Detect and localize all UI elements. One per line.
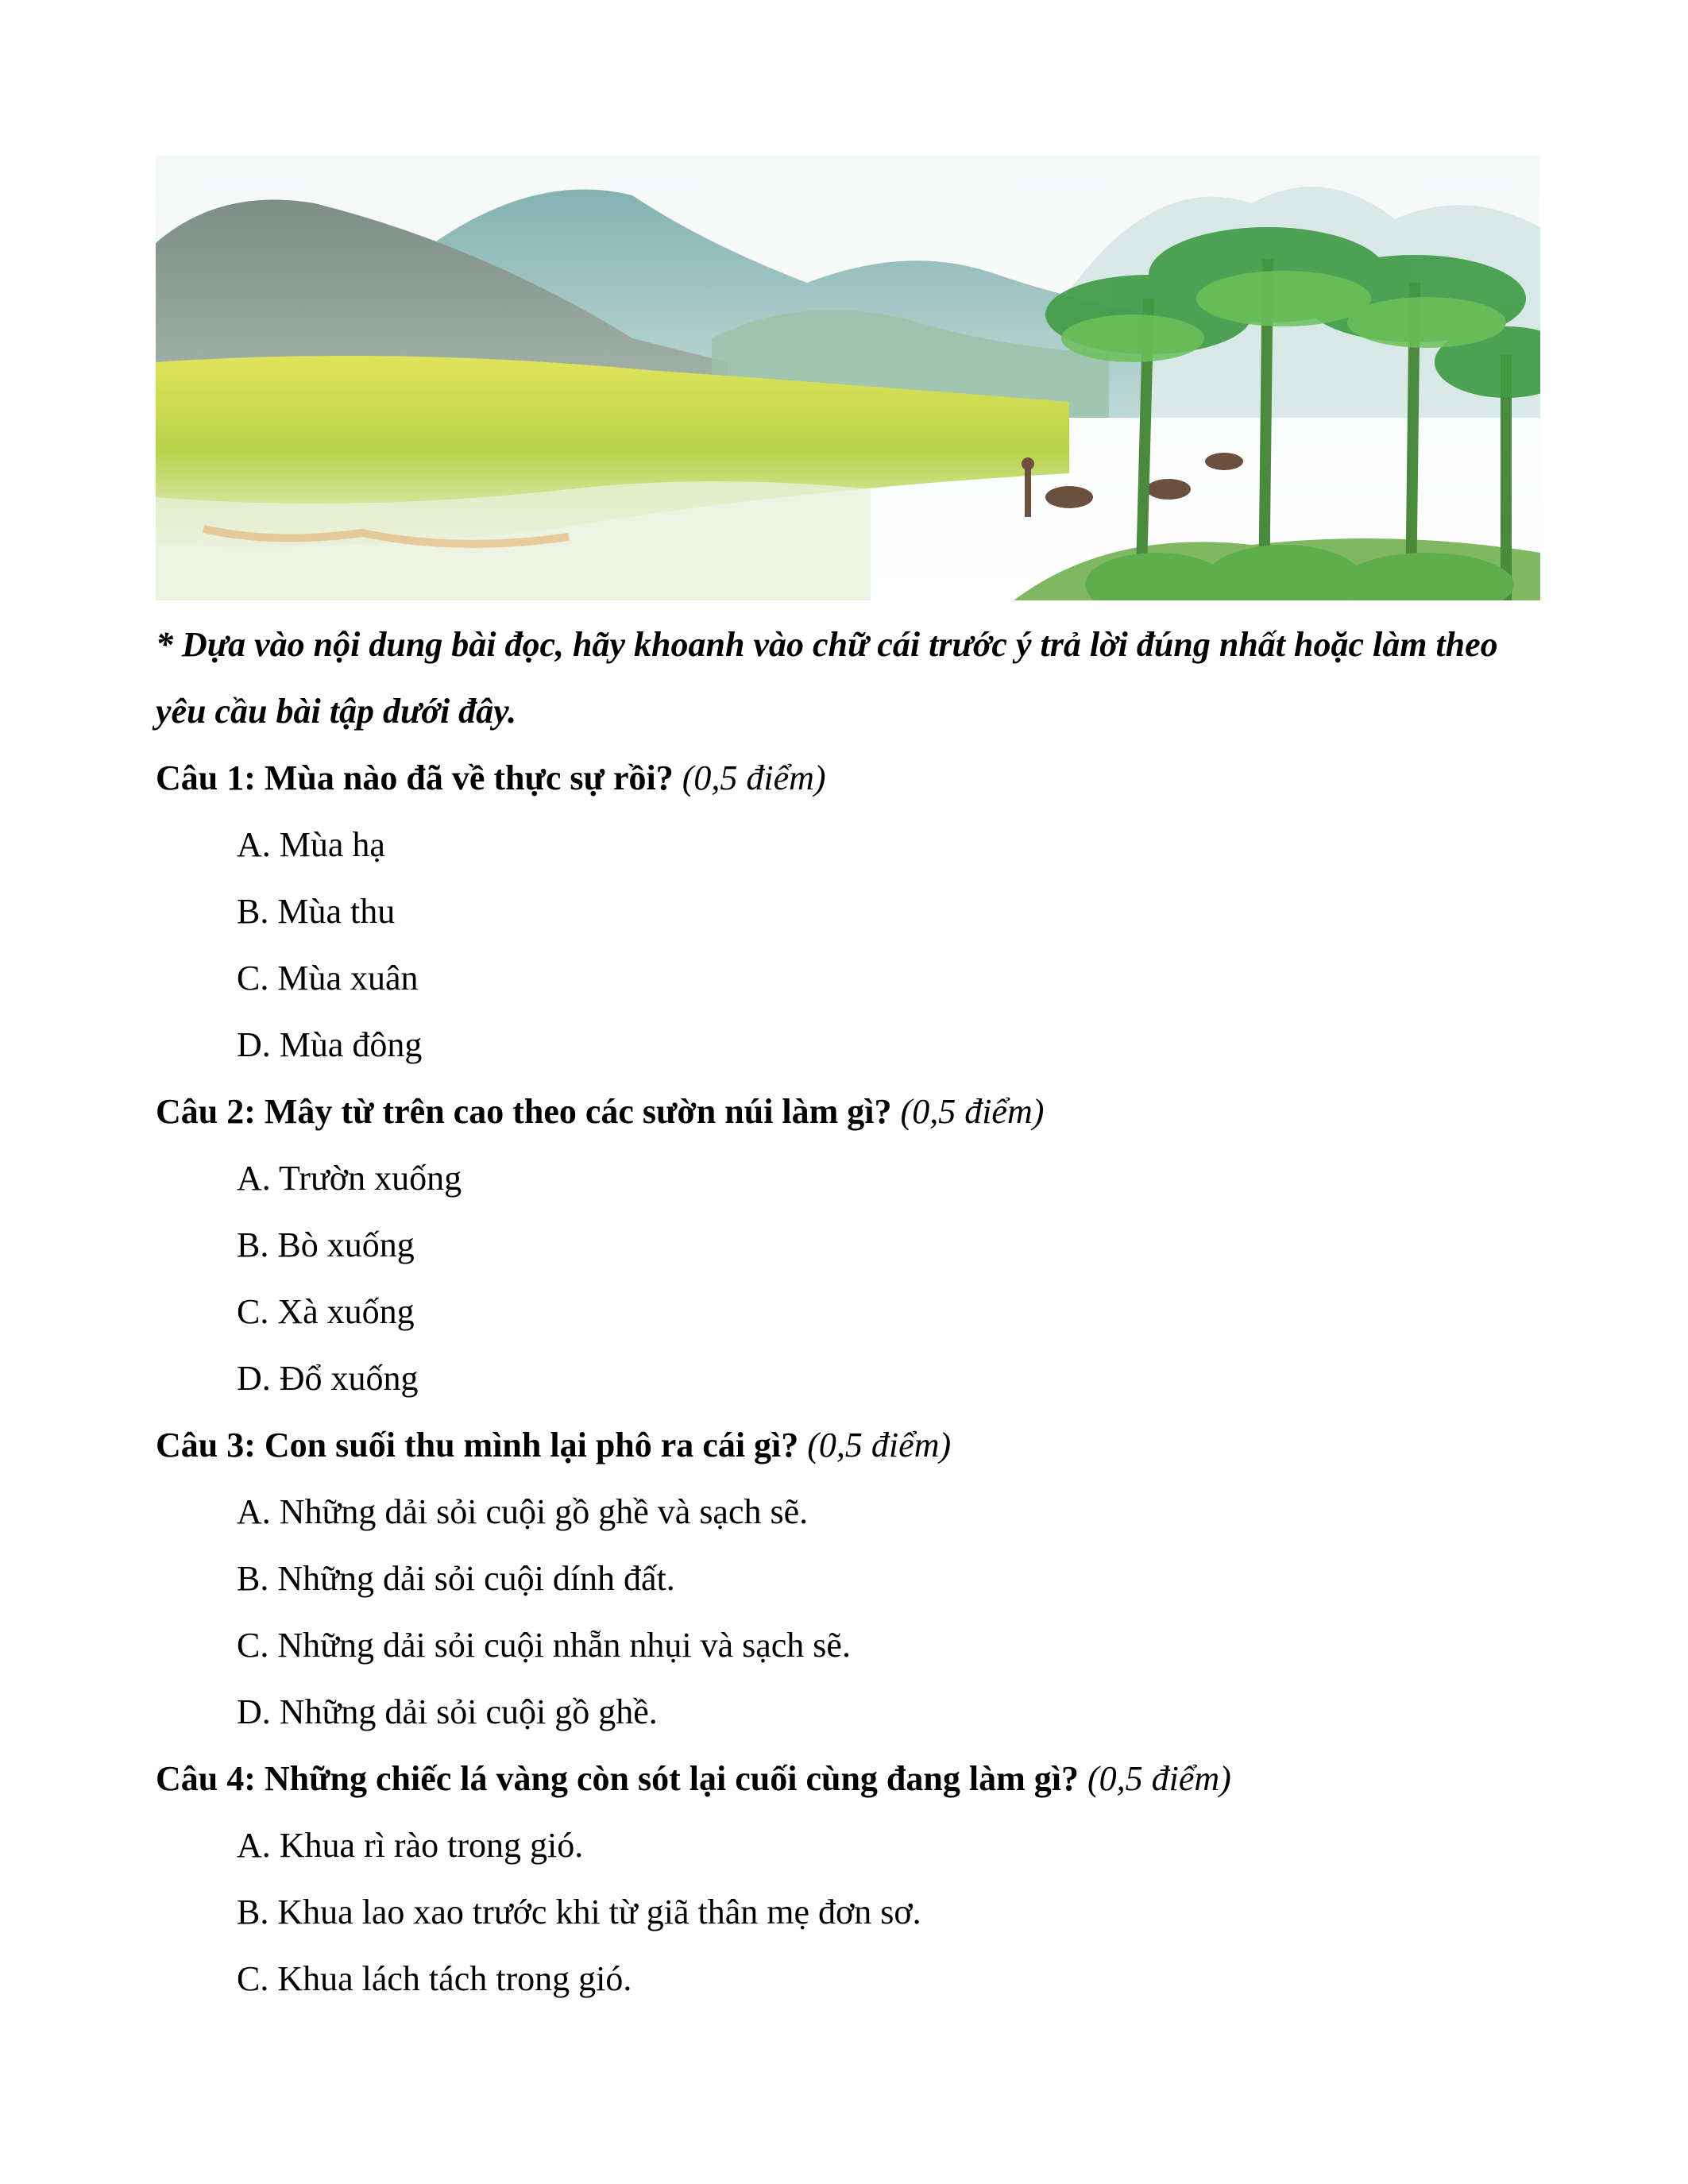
question-1 xyxy=(156,745,1554,812)
answer-option: D. Những dải sỏi cuội gồ ghề. xyxy=(237,1692,658,1731)
question-3 xyxy=(156,1412,1554,1479)
answer-option: C. Xà xuống xyxy=(237,1292,415,1331)
question-4 xyxy=(156,1746,1554,1812)
answer-option: A. Mùa hạ xyxy=(237,825,385,864)
answer-option: A. Trườn xuống xyxy=(237,1159,462,1198)
answer-option: A. Khua rì rào trong gió. xyxy=(237,1826,584,1865)
answer-option: C. Khua lách tách trong gió. xyxy=(237,1959,632,1998)
question-points: (0,5 điểm) xyxy=(1087,1759,1231,1798)
question-points: (0,5 điểm) xyxy=(807,1426,952,1464)
answer-option: B. Mùa thu xyxy=(237,892,396,931)
answer-option: B. Khua lao xao trước khi từ giã thân mẹ đơn sơ. xyxy=(237,1893,921,1931)
instruction-text: * Dựa vào nội dung bài đọc, hãy khoanh vào chữ cái trước ý trả lời đúng nhất hoặc làm theo yêu cầu bài tập dưới đây. xyxy=(156,625,1498,731)
answer-option: B. Bò xuống xyxy=(237,1225,415,1264)
answer-option: B. Những dải sỏi cuội dính đất. xyxy=(237,1559,675,1598)
question-title: Câu 4: Những chiếc lá vàng còn sót lại cuối cùng đang làm gì? xyxy=(156,1759,1079,1798)
answer-option: D. Đổ xuống xyxy=(237,1359,419,1398)
question-title: Câu 3: Con suối thu mình lại phô ra cái gì? xyxy=(156,1426,799,1464)
answer-option: D. Mùa đông xyxy=(237,1025,423,1064)
answer-option: C. Mùa xuân xyxy=(237,959,419,997)
question-points: (0,5 điểm) xyxy=(900,1092,1045,1131)
quiz-content xyxy=(156,612,1554,2012)
question-points: (0,5 điểm) xyxy=(682,758,826,797)
landscape-illustration xyxy=(156,156,1540,600)
question-2 xyxy=(156,1078,1554,1145)
answer-option: C. Những dải sỏi cuội nhẵn nhụi và sạch sẽ. xyxy=(237,1626,851,1665)
question-title: Câu 2: Mây từ trên cao theo các sườn núi làm gì? xyxy=(156,1092,892,1131)
answer-option: A. Những dải sỏi cuội gồ ghề và sạch sẽ. xyxy=(237,1492,809,1531)
question-title: Câu 1: Mùa nào đã về thực sự rồi? xyxy=(156,758,674,797)
